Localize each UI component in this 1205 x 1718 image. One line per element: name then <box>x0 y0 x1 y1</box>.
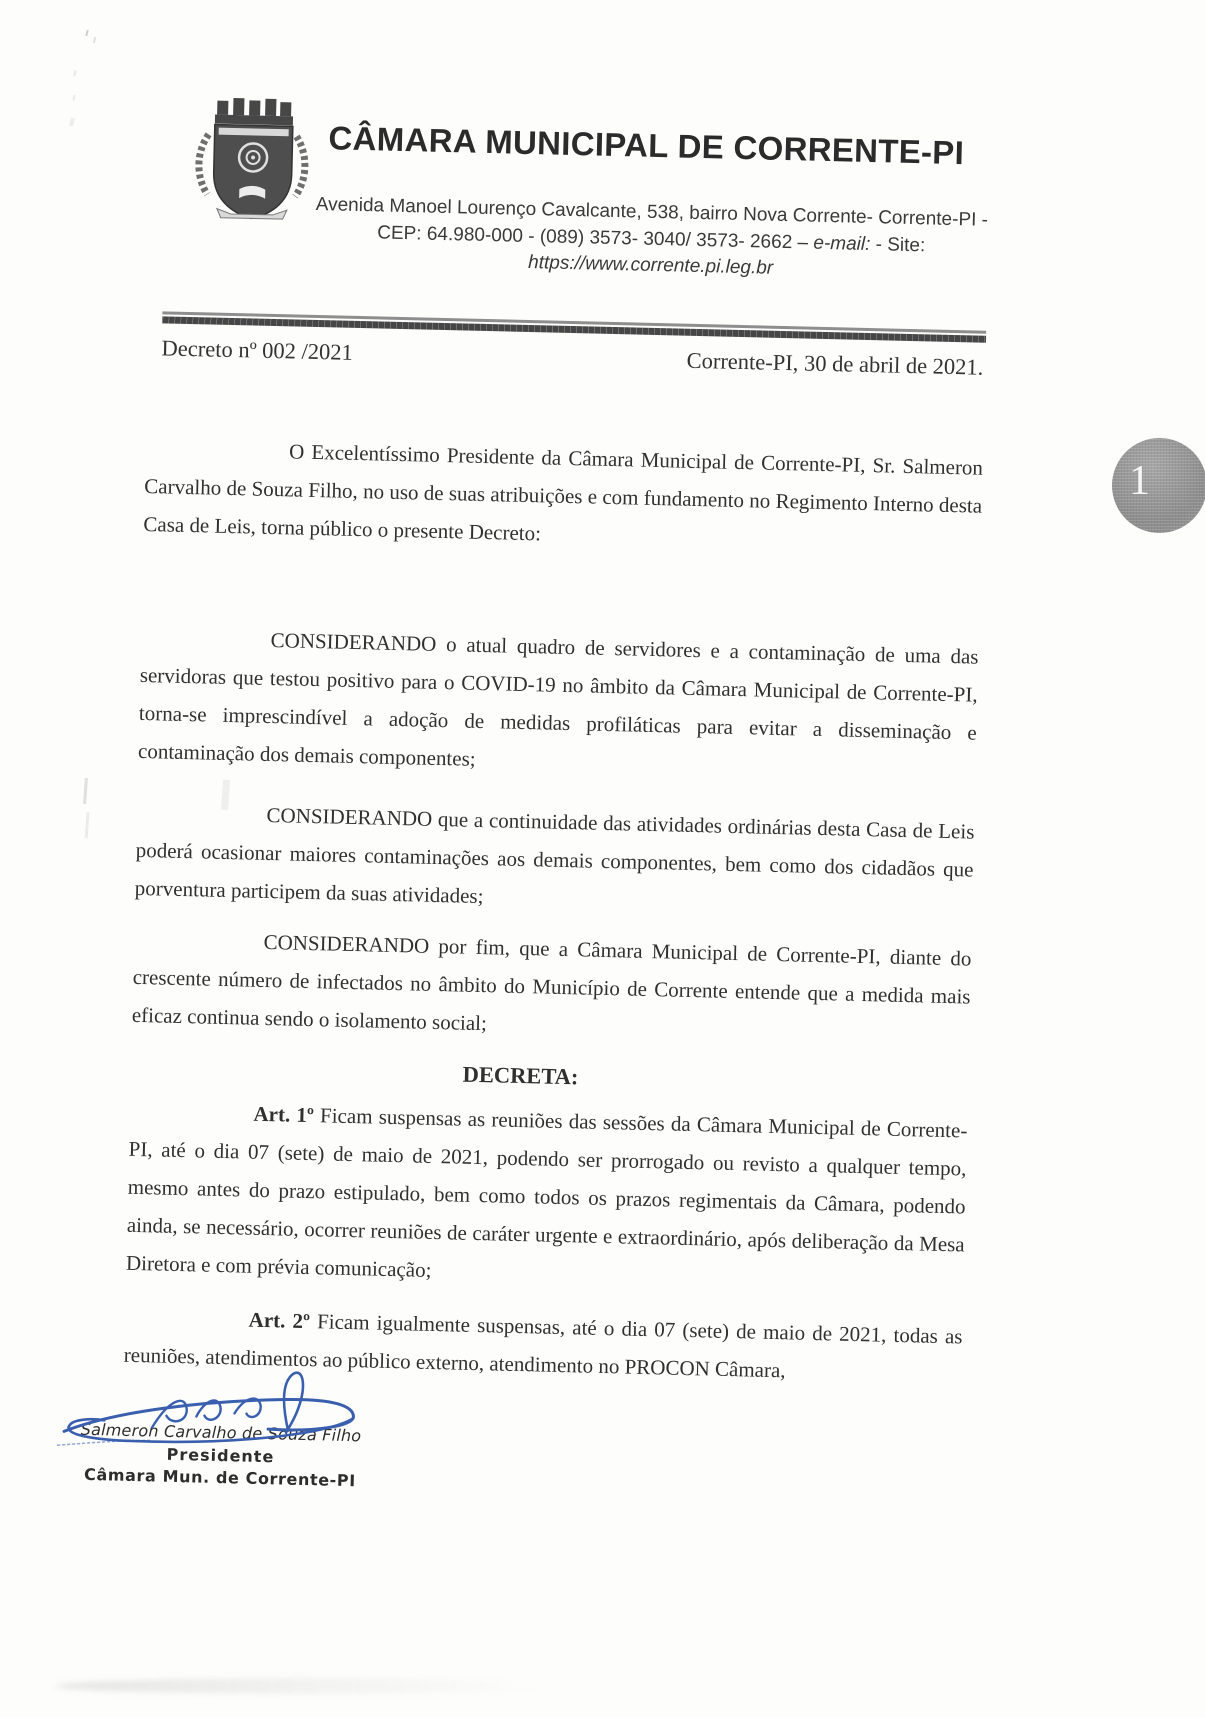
article-2-paragraph: Art. 2º Ficam igualmente suspensas, até o dia 07 (sete) de maio de 2021, todas as reuniões, atendimentos ao público externo, atendimento no PROCON Câmara, <box>123 1307 963 1383</box>
document-content <box>80 75 1010 1655</box>
place-and-date: Corrente-PI, 30 de abril de 2021. <box>686 347 984 380</box>
considerando-paragraph-2: CONSIDERANDO que a continuidade das atividades ordinárias desta Casa de Leis poderá ocasionar maiores contaminações aos demais componentes, bem como dos cidadãos que porventura participem da suas atividades; <box>134 802 975 909</box>
intro-paragraph: O Excelentíssimo Presidente da Câmara Municipal de Corrente-PI, Sr. Salmeron Carvalho de Souza Filho, no uso de suas atribuições e com fundamento no Regimento Interno desta Casa de Leis, torna público o presente Decreto: <box>143 439 984 546</box>
coat-of-arms-icon <box>191 90 314 225</box>
signatory-name: Salmeron Carvalho de Souza Filho <box>80 1419 362 1446</box>
page-number: 1 <box>1129 458 1150 504</box>
website-url: https://www.corrente.pi.leg.br <box>527 251 774 279</box>
considerando-paragraph-1: CONSIDERANDO o atual quadro de servidores e a contaminação de uma das servidoras que testou positivo para o COVID-19 no âmbito da Câmara Municipal de Corrente-PI, torna-se imprescindível a adoção de medidas profiláticas para evitar a disseminação e contaminação dos demais componentes; <box>137 628 979 771</box>
decree-meta-row <box>161 335 983 380</box>
scan-smudge <box>55 1678 555 1694</box>
decreta-heading: DECRETA: <box>462 1061 579 1090</box>
organization-title: CÂMARA MUNICIPAL DE CORRENTE-PI <box>328 119 965 172</box>
scan-noise-speck <box>85 30 88 36</box>
handwritten-signature <box>55 1363 362 1465</box>
address-line-1: Avenida Manoel Lourenço Cavalcante, 538, bairro Nova Corrente- Corrente-PI - <box>315 193 989 231</box>
article-1-paragraph: Art. 1º Ficam suspensas as reuniões das sessões da Câmara Municipal de Corrente-PI, até o dia 07 (sete) de maio de 2021, podendo ser prorrogado ou revisto a qualquer tempo, mesmo antes do prazo estipulado, bem como todos os prazos regimentais da Câmara, podendo ainda, se necessário, ocorrer reuniões de caráter urgente e extraordinário, após deliberação da Mesa Diretora e com prévia comunicação; <box>125 1101 968 1282</box>
article-1-label: Art. 1º <box>253 1101 315 1128</box>
signature-block <box>55 1373 387 1491</box>
organization-address <box>295 192 1007 288</box>
decree-number: Decreto nº 002 /2021 <box>161 335 354 365</box>
considerando-paragraph-3: CONSIDERANDO por fim, que a Câmara Municipal de Corrente-PI, diante do crescente número de infectados no âmbito do Município de Corrente entende que a medida mais eficaz continua sendo o isolamento social; <box>131 929 972 1036</box>
address-line-2: CEP: 64.980-000 - (089) 3573- 3040/ 3573- 2662 – e-mail: - Site: <box>377 221 926 256</box>
page-number-badge <box>1112 438 1205 533</box>
article-2-label: Art. 2º <box>248 1307 311 1334</box>
signatory-role: Presidente <box>166 1444 275 1467</box>
scan-noise-speck <box>83 778 88 804</box>
signatory-organization: Câmara Mun. de Corrente-PI <box>83 1464 356 1491</box>
